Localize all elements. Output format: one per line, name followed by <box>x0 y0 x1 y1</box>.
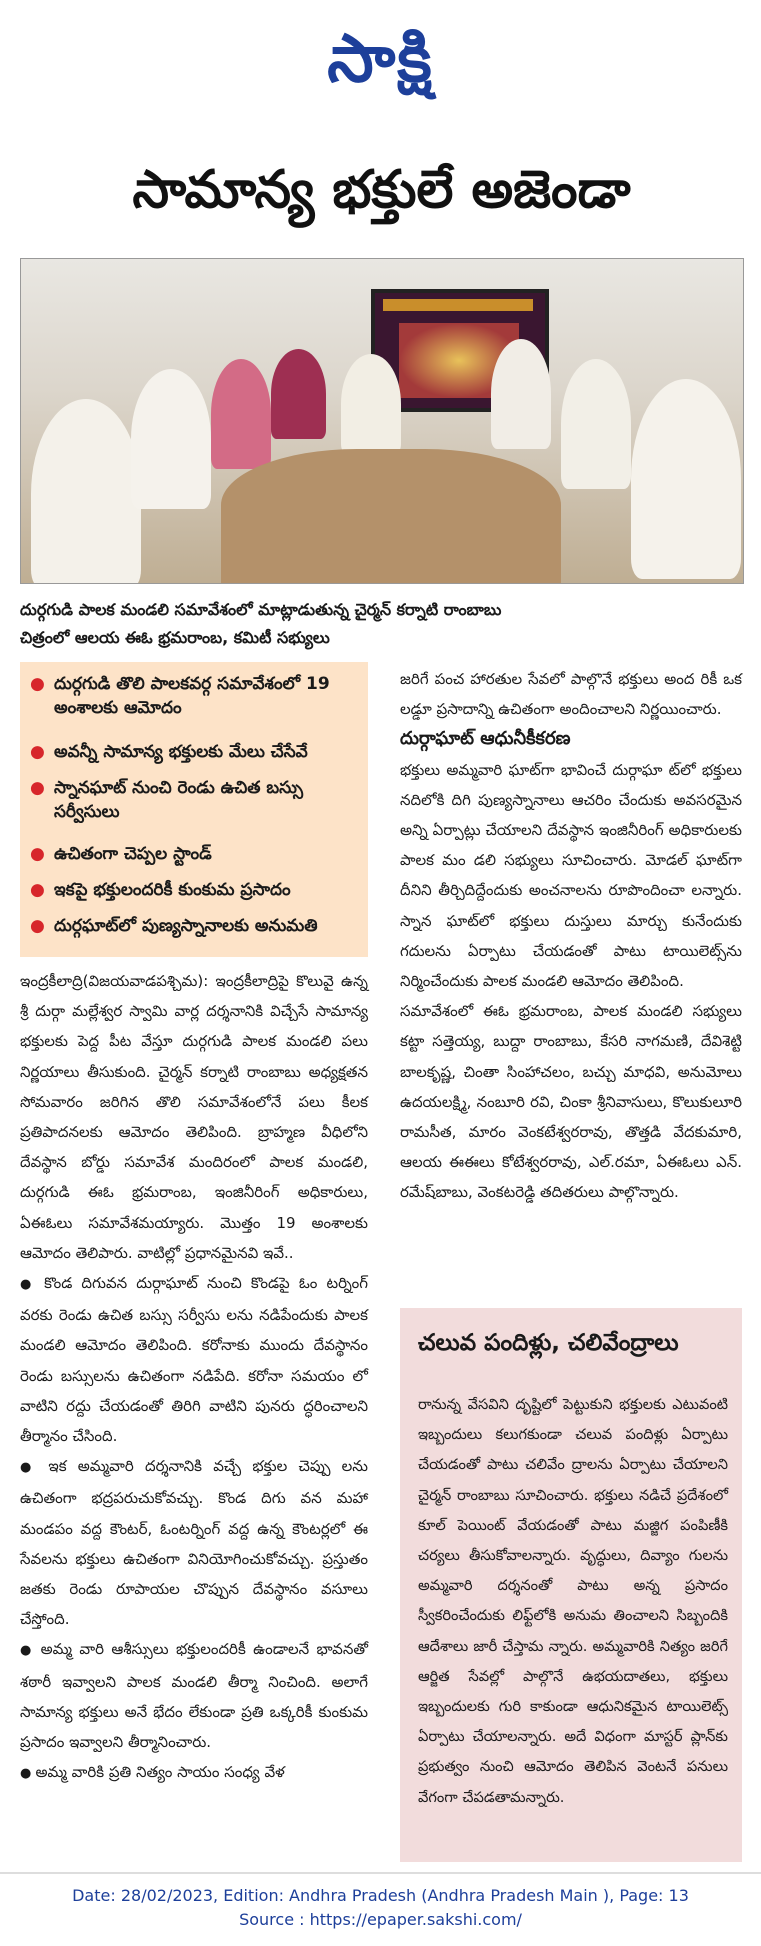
highlights-box <box>20 662 368 957</box>
point-paragraph: ● అమ్మ వారికి ప్రతి నిత్యం సాయం సంధ్య వేళ <box>20 1757 368 1789</box>
right-column <box>400 664 742 1208</box>
article-headline: సామాన్య భక్తులే అజెండా <box>132 160 631 220</box>
point-paragraph: ● ఇక అమ్మవారి దర్శనానికి వచ్చే భక్తుల చెప్పు లను ఉచితంగా భద్రపరుచుకోవచ్చు. కొండ దిగు వన మహా మండపం వద్ద కౌంటర్, ఓంటర్నింగ్ వద్ద ఉన్న కౌంటర్లలో ఈ సేవలను భక్తులు ఉచితంగా వినియోగించుకోవచ్చు. ప్రస్తుతం జతకు రెండు రూపాయల చొప్పున దేవస్థానం వసూలు చేస్తోంది. <box>20 1451 368 1634</box>
highlight-item: ● దుర్గగుడి తొలి పాలకవర్గ సమావేశంలో 19 అంశాలకు ఆమోదం <box>32 672 362 720</box>
sidebar-title: చలువ పందిళ్లు, చలివేంద్రాలు <box>418 1330 679 1356</box>
footer-date-line: Date: 28/02/2023, Edition: Andhra Pradesh (Andhra Pradesh Main ), Page: 13 <box>72 1886 689 1905</box>
ghat-paragraph: భక్తులు అమ్మవారి ఘాట్‌గా భావించే దుర్గాఘా ట్‌లో భక్తులు నదిలోకి దిగి పుణ్యస్నానాలు ఆచరిం చేందుకు అవసరమైన అన్ని ఏర్పాట్లు చేయాలని దేవస్థాన ఇంజినీరింగ్ అధికారులకు పాలక మం డలి సభ్యులు సూచించారు. మోడల్ ఘాట్‌గా దీనిని తీర్చిదిద్దేందుకు అంచనాలను రూపొందించా లన్నారు. స్నాన ఘాట్‌లో భక్తులు దుస్తులు మార్చు కునేందుకు గదులను ఏర్పాటు చేయడంతో పాటు టాయిలెట్స్‌ను నిర్మించేందుకు పాలక మండలి ఆమోదం తెలిపింది. <box>400 760 742 991</box>
section-subhead: దుర్గాఘాట్ ఆధునీకీకరణ <box>400 728 571 750</box>
highlight-item: ● ఉచితంగా చెప్పల స్టాండ్ <box>32 842 362 866</box>
intro-paragraph: ఇంద్రకీలాద్రి(విజయవాడపశ్చిమ): ఇంద్రకీలాద్రిపై కొలువై ఉన్న శ్రీ దుర్గా మల్లేశ్వర స్వామి వార్ల దర్శనానికి విచ్చేసే సామాన్య భక్తులకు పెద్ద పీట వేస్తూ దుర్గగుడి పాలక మండలి పలు నిర్ణయాలు తీసుకుంది. చైర్మన్ కర్నాటి రాంబాబు అధ్యక్షతన సోమవారం జరిగిన తొలి సమావేశంలోనే పలు కీలక ప్రతిపాదనలకు ఆమోదం తెలిపింది. బ్రాహ్మణ వీధిలోని దేవస్థాన బోర్డు సమావేశ మందిరంలో పాలక మండలి, దుర్గగుడి ఈఓ భ్రమరాంబ, ఇంజినీరింగ్ అధికారులు, ఏఈఓలు సమావేశమయ్యారు. మొత్తం 19 అంశాలకు ఆమోదం తెలిపారు. వాటిల్లో ప్రధానమైనవి ఇవే.. <box>20 972 368 1262</box>
members-paragraph: సమావేశంలో ఈఓ భ్రమరాంబ, పాలక మండలి సభ్యులు కట్టా సత్తెయ్య, బుద్దా రాంబాబు, కేసరి నాగమణి, దేవిశెట్టి బాలకృష్ణ, చింతా సింహాచలం, బచ్చు మాధవి, అనుమోలు ఉదయలక్ష్మి, నంబూరి రవి, చింకా శ్రీనివాసులు, కొలుకులూరి రామసీత, మారం వెంకటేశ్వరరావు, తొత్తడి వేదకుమారి, ఆలయ ఈఈలు కోటేశ్వరరావు, ఎల్.రమా, ఏఈఓలు ఎన్. రమేష్‌బాబు, వెంకటరెడ్డి తదితరులు పాల్గొన్నారు. <box>400 1002 742 1202</box>
caption-line-2: చిత్రంలో ఆలయ ఈఓ భ్రమరాంబ, కమిటీ సభ్యులు <box>20 628 330 647</box>
footer-divider <box>0 1872 761 1874</box>
caption-line-1: దుర్గగుడి పాలక మండలి సమావేశంలో మాట్లాడుతున్న చైర్మన్ కర్నాటి రాంబాబు <box>20 600 502 619</box>
highlight-item: ● దుర్గఘాట్‌లో పుణ్యస్నానాలకు అనుమతి <box>32 914 362 938</box>
footer-source-line: Source : https://epaper.sakshi.com/ <box>239 1910 522 1929</box>
article-photo <box>20 258 744 584</box>
footer <box>0 1884 761 1932</box>
highlight-item: ● స్నానఘాట్ నుంచి రెండు ఉచిత బస్సు సర్వీసులు <box>32 776 362 824</box>
highlight-item: ● అవన్నీ సామాన్య భక్తులకు మేలు చేసేవే <box>32 740 362 764</box>
conference-table <box>221 449 561 584</box>
sidebar-box <box>400 1308 742 1862</box>
highlight-item: ● ఇకపై భక్తులందరికీ కుంకుమ ప్రసాదం <box>32 878 362 902</box>
point-paragraph: ● కొండ దిగువన దుర్గాఘాట్ నుంచి కొండపై ఓం టర్నింగ్ వరకు రెండు ఉచిత బస్సు సర్వీసు లను నడిపేందుకు పాలక మండలి ఆమోదం తెలిపింది. కరోనాకు ముందు దేవస్థానం రెండు బస్సులను ఉచితంగా నడిపేది. కరోనా సమయం లో వాటిని రద్దు చేయడంతో తిరిగి వాటిని పునరు ద్ధరించాలని తీర్మానం చేసింది. <box>20 1268 368 1451</box>
sidebar-body: రానున్న వేసవిని దృష్టిలో పెట్టుకుని భక్తులకు ఎటువంటి ఇబ్బందులు కలుగకుండా చలువ పందిళ్లు ఏర్పాటు చేయడంతో పాటు చలివేం ద్రాలను ఏర్పాటు చేయాలని చైర్మన్ రాంబాబు సూచించారు. భక్తులు నడిచే ప్రదేశంలో కూల్ పెయింట్ వేయడంతో పాటు మజ్జిగ పంపిణీకి చర్యలు తీసుకోవాలన్నారు. వృద్ధులు, దివ్యాం గులను అమ్మవారి దర్శనంతో పాటు అన్న ప్రసాదం స్వీకరించేందుకు లిఫ్ట్‌లోకి అనుమ తించాలని సిబ్బందికి ఆదేశాలు జారీ చేస్తామ న్నారు. అమ్మవారికి నిత్యం జరిగే ఆర్జిత సేవల్లో పాల్గొనే ఉభయదాతలు, భక్తులు ఇబ్బందులకు గురి కాకుండా ఆధునికమైన టాయిలెట్స్ ఏర్పాటు చేయాలన్నారు. అదే విధంగా మాస్టర్ ప్లాన్‌కు ప్రభుత్వం నుంచి ఆమోదం తెలిపిన వెంటనే పనులు వేగంగా చేపడతామన్నారు. <box>418 1396 728 1806</box>
point-paragraph: ● అమ్మ వారి ఆశీస్సులు భక్తులందరికీ ఉండాలనే భావనతో శఠారీ ఇవ్వాలని పాలక మండలి తీర్మా నించింది. అలాగే సామాన్య భక్తులు అనే భేదం లేకుండా ప్రతి ఒక్కరికీ కుంకుమ ప్రసాదం ఇవ్వాలని తీర్మానించారు. <box>20 1634 368 1757</box>
continuation-paragraph: జరిగే పంచ హారతుల సేవలో పాల్గొనే భక్తులు అంద రికీ ఒక లడ్డూ ప్రసాదాన్ని ఉచితంగా అందించాలని నిర్ణయించారు. <box>400 670 742 719</box>
left-column <box>20 966 368 1789</box>
masthead-logo: సాక్షి <box>327 20 434 97</box>
photo-caption <box>20 596 742 652</box>
